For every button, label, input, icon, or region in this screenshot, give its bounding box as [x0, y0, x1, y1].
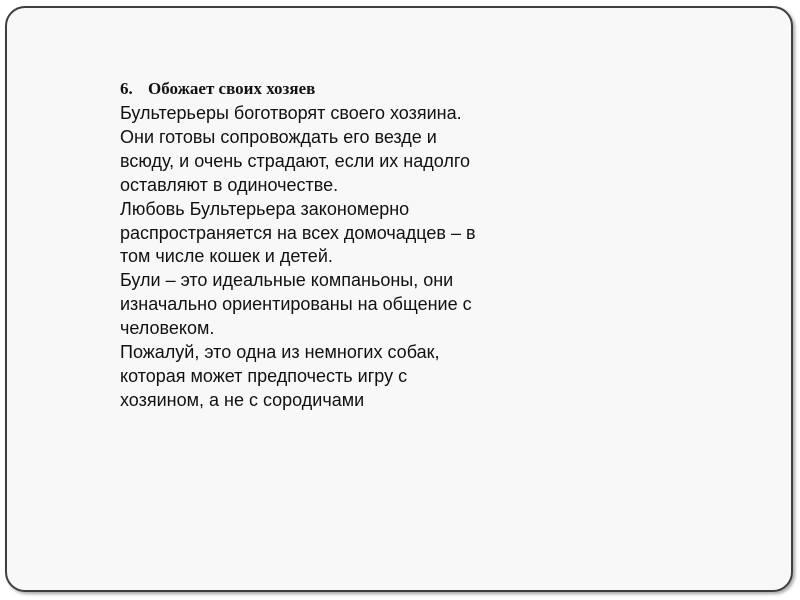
heading-number: 6. [120, 79, 133, 98]
paragraph: Пожалуй, это одна из немногих собак, которая может предпочесть игру с хозяином, а не с сородичами [120, 342, 440, 410]
slide-content [120, 79, 590, 413]
paragraph: Они готовы сопровождать его везде и всюду, и очень страдают, если их надолго оставляют в одиночестве. [120, 126, 471, 195]
paragraph: Бультерьеры боготворят своего хозяина. [120, 103, 462, 123]
paragraph: Любовь Бультерьера закономерно распространяется на всех домочадцев – в том числе кошек и детей. [120, 198, 476, 267]
paragraph: Були – это идеальные компаньоны, они изначально ориентированы на общение с человеком. [120, 270, 472, 339]
heading-text: Обожает своих хозяев [148, 79, 316, 98]
slide-heading [120, 79, 590, 99]
